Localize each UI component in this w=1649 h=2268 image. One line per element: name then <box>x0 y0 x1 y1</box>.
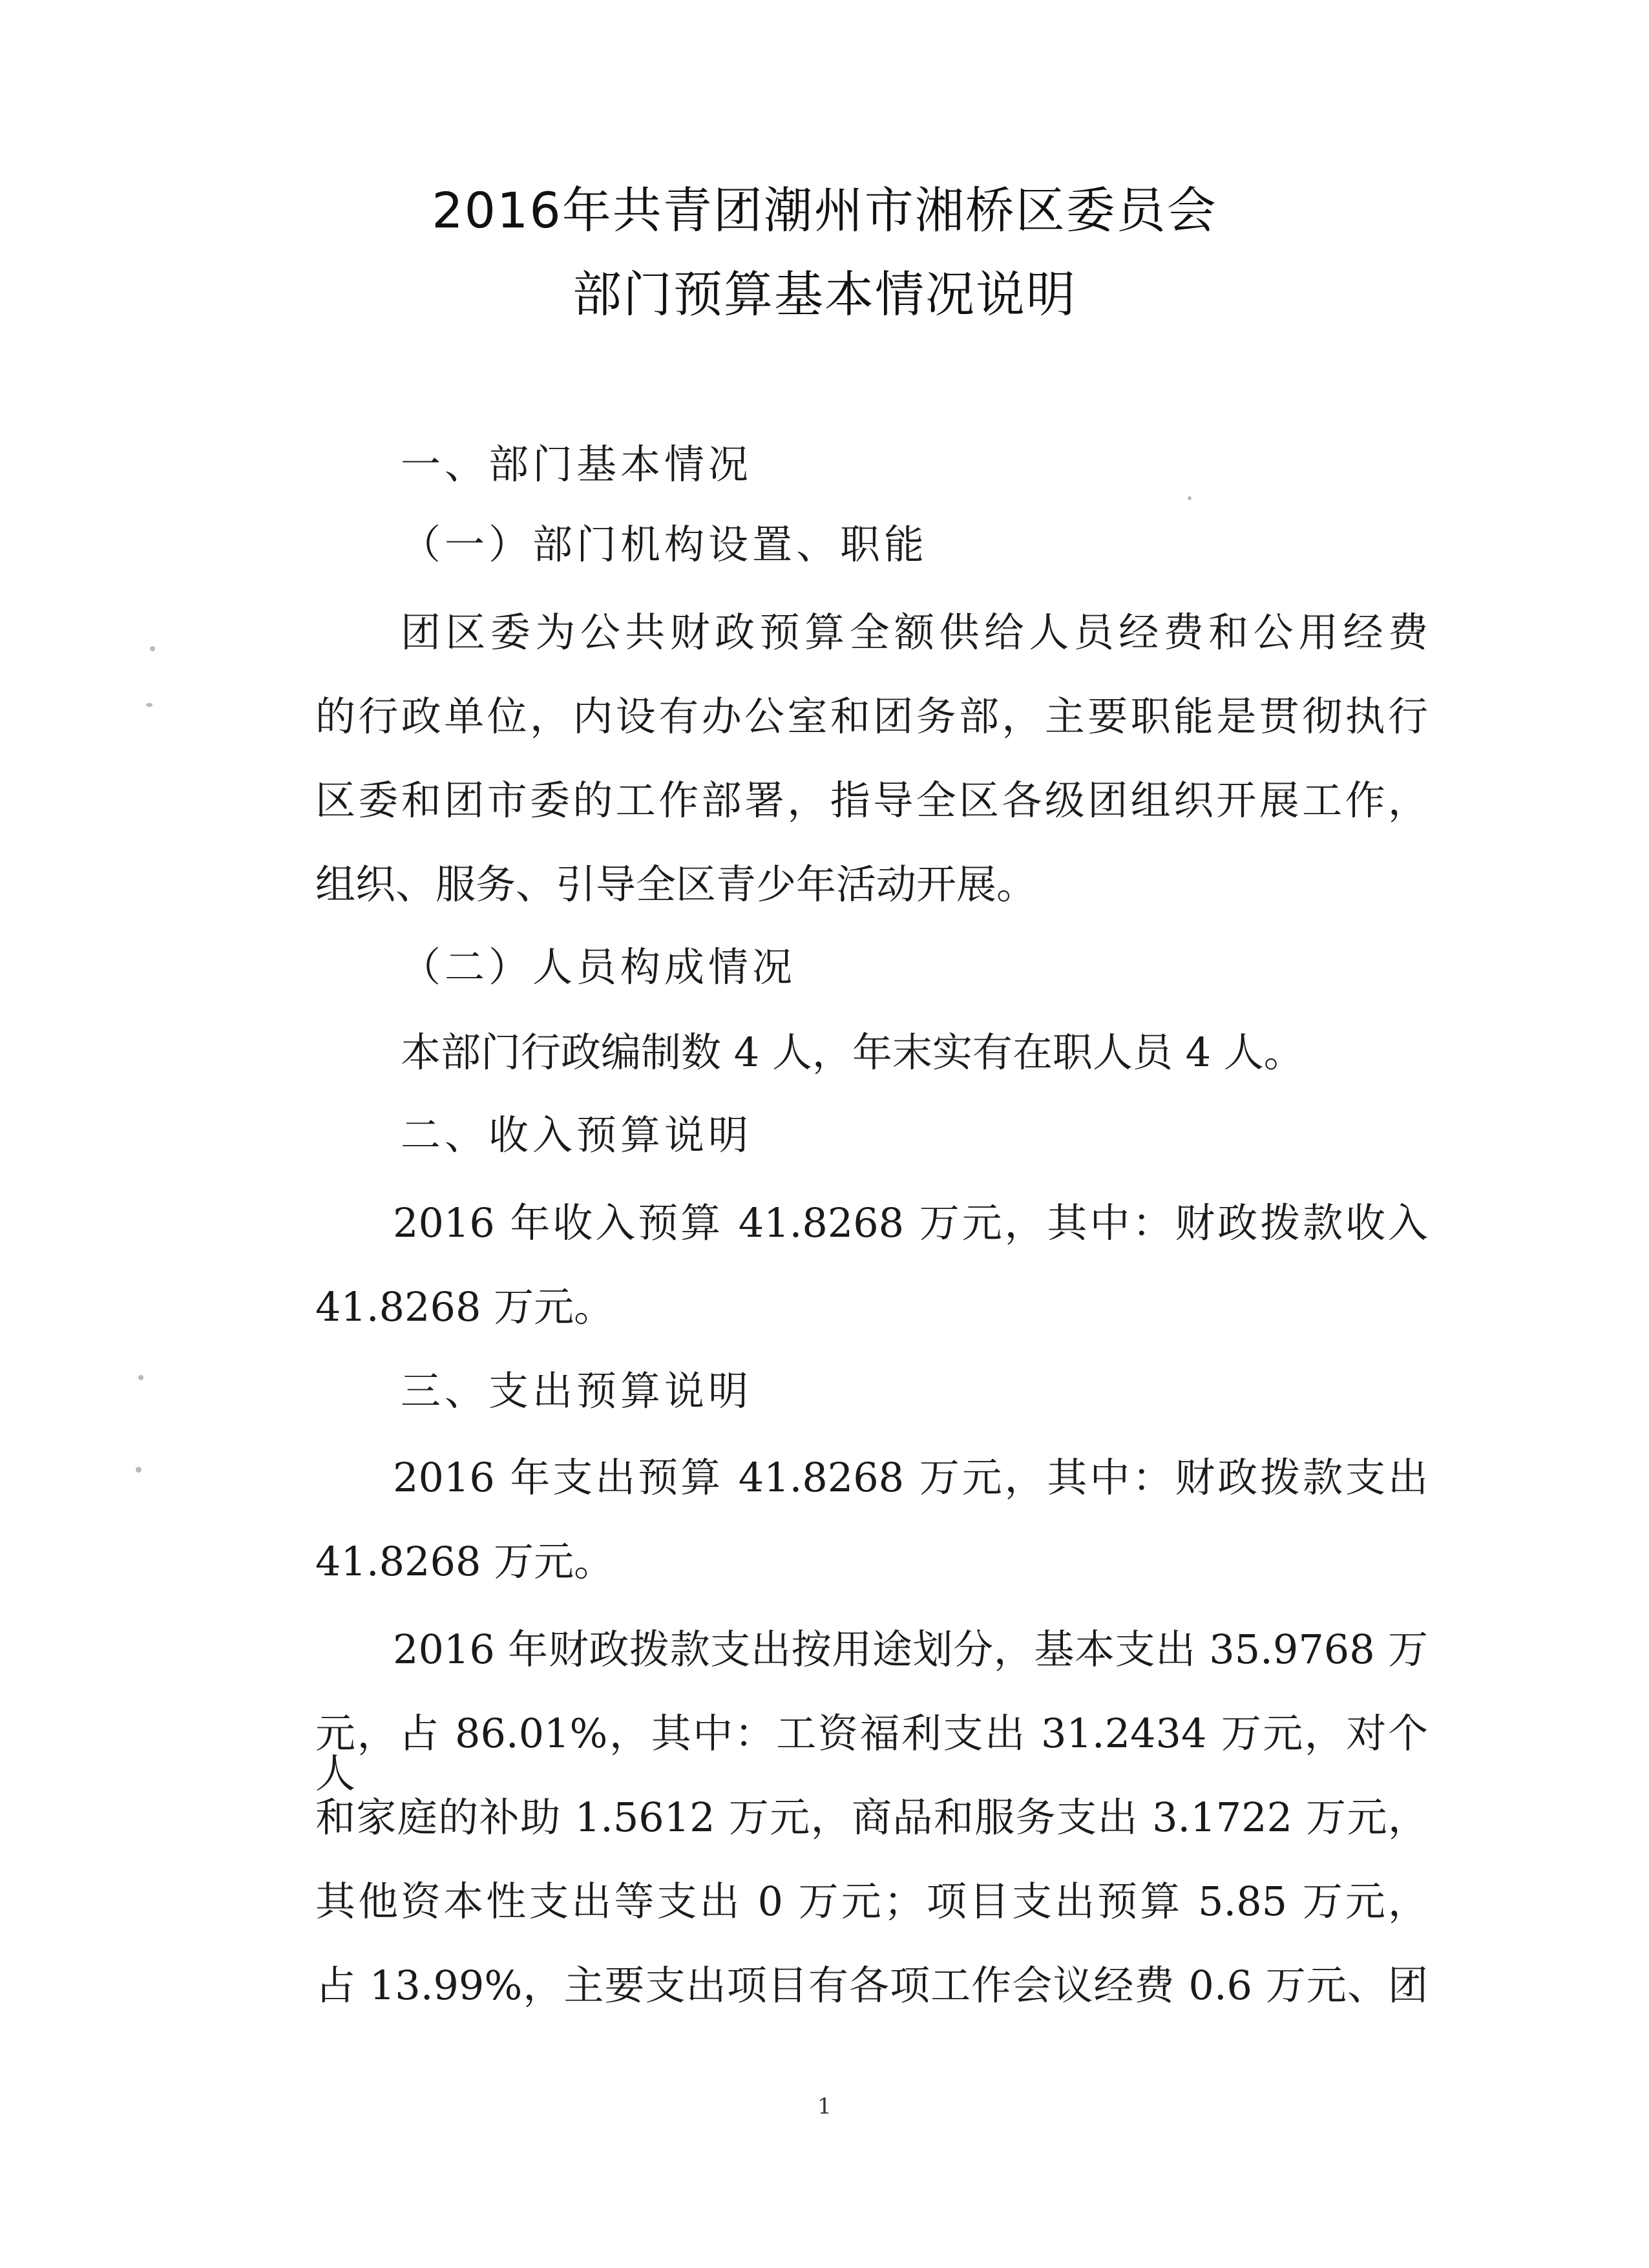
subsection-1-heading: （一）部门机构设置、职能 <box>401 521 929 568</box>
paragraph-line: 和家庭的补助 1.5612 万元，商品和服务支出 3.1722 万元， <box>315 1794 1428 1841</box>
scan-speck <box>1188 496 1192 500</box>
section-1-heading: 一、部门基本情况 <box>401 441 753 488</box>
document-title-line-1: 2016年共青团潮州市湘桥区委员会 <box>432 182 1217 239</box>
scan-speck <box>136 1467 142 1473</box>
paragraph-line: 2016 年收入预算 41.8268 万元，其中：财政拨款收入 <box>393 1199 1428 1246</box>
scan-speck <box>150 646 155 651</box>
paragraph-line: 占 13.99%，主要支出项目有各项工作会议经费 0.6 万元、团 <box>315 1962 1428 2009</box>
paragraph-line: 41.8268 万元。 <box>315 1538 614 1585</box>
paragraph-line: 2016 年财政拨款支出按用途划分，基本支出 35.9768 万 <box>393 1626 1428 1673</box>
paragraph-line: 元，占 86.01%，其中：工资福利支出 31.2434 万元，对个人 <box>315 1710 1428 1797</box>
paragraph-line: 区委和团市委的工作部署，指导全区各级团组织开展工作， <box>315 777 1428 824</box>
paragraph-line: 的行政单位，内设有办公室和团务部，主要职能是贯彻执行 <box>315 693 1428 740</box>
section-3-heading: 三、支出预算说明 <box>401 1367 753 1414</box>
paragraph-line: 本部门行政编制数 4 人，年末实有在职人员 4 人。 <box>401 1029 1304 1076</box>
document-title-line-2: 部门预算基本情况说明 <box>572 266 1077 323</box>
paragraph-line: 其他资本性支出等支出 0 万元；项目支出预算 5.85 万元， <box>315 1878 1428 1925</box>
scan-speck <box>138 1375 143 1380</box>
section-2-heading: 二、收入预算说明 <box>401 1111 753 1159</box>
paragraph-line: 41.8268 万元。 <box>315 1283 614 1330</box>
scan-speck <box>146 703 152 707</box>
paragraph-line: 团区委为公共财政预算全额供给人员经费和公用经费 <box>401 609 1428 656</box>
subsection-2-heading: （二）人员构成情况 <box>401 943 797 991</box>
page-number: 1 <box>817 2094 832 2119</box>
paragraph-line: 组织、服务、引导全区青少年活动开展。 <box>315 861 1037 908</box>
paragraph-line: 2016 年支出预算 41.8268 万元，其中：财政拨款支出 <box>393 1454 1428 1501</box>
